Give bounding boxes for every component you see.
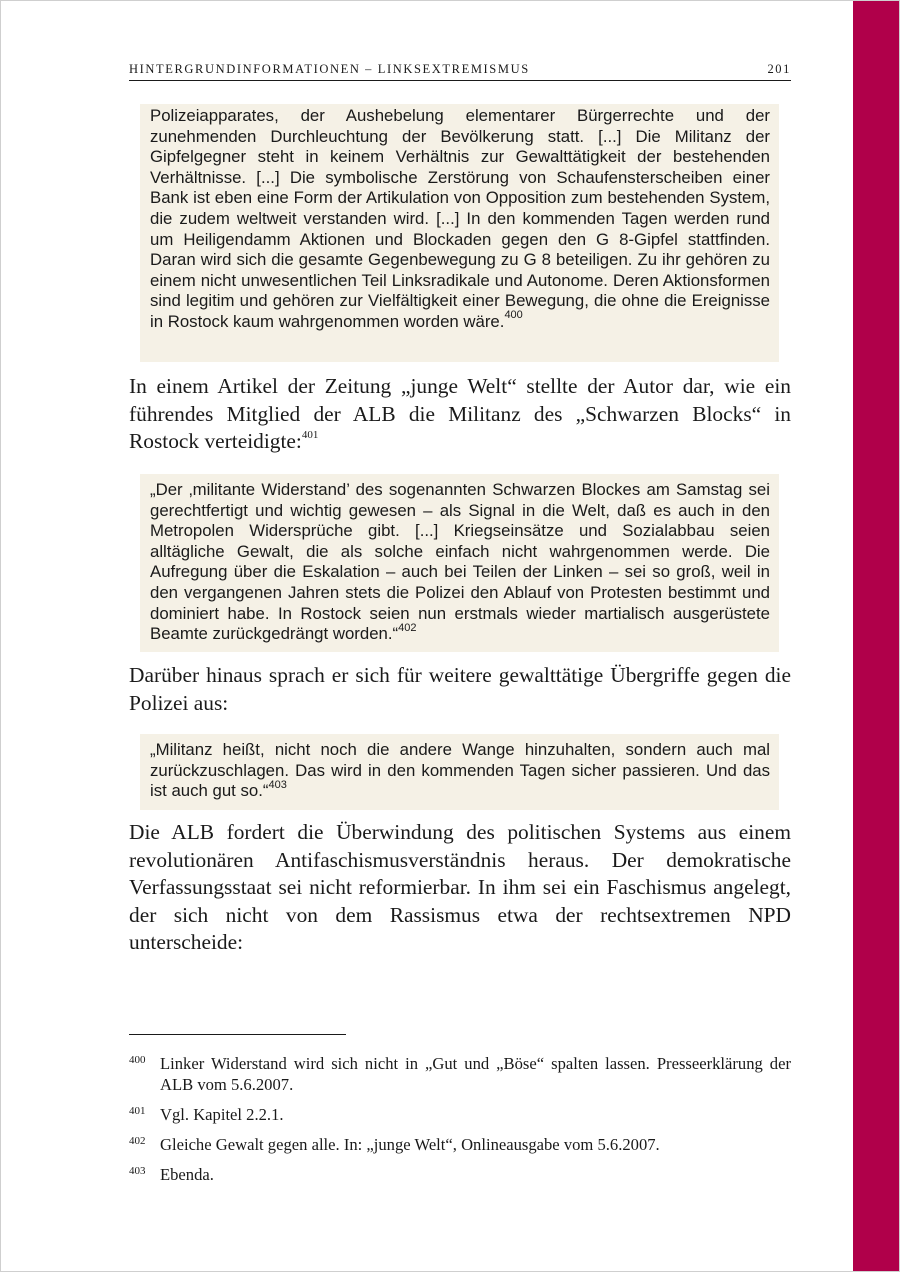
body-paragraph-2 (129, 662, 791, 717)
footnote-text: Linker Widerstand wird sich nicht in „Gut und „Böse“ spalten lassen. Presseerklärung der ALB vom 5.6.2007. (160, 1054, 791, 1094)
footnote-403 (129, 1164, 791, 1185)
page-number: 201 (767, 62, 791, 76)
running-title: HINTERGRUNDINFORMATIONEN – LINKSEXTREMISMUS (129, 62, 530, 76)
footnote-400 (129, 1053, 791, 1095)
footnote-separator (129, 1034, 346, 1035)
block-quote-2 (140, 474, 779, 652)
quote-3-text: „Militanz heißt, nicht noch die andere Wange hinzuhalten, sondern auch mal zurückzuschlagen. Das wird in den kommenden Tagen sicher passieren. Und das ist auch gut so.“ (150, 740, 770, 801)
body-paragraph-1 (129, 373, 791, 456)
paragraph-2-text: Darüber hinaus sprach er sich für weitere gewalttätige Übergriffe gegen die Polizei aus: (129, 663, 791, 715)
footnote-ref-403: 403 (268, 778, 287, 791)
side-accent-bar (853, 1, 899, 1271)
block-quote-3 (140, 734, 779, 810)
footnote-401 (129, 1104, 791, 1125)
block-quote-1 (140, 104, 779, 362)
running-header (129, 62, 791, 81)
quote-2-text: „Der ‚militante Widerstand’ des sogenannten Schwarzen Blockes am Samstag sei gerechtfertigt und wichtig gewesen – als Signal in die Welt, daß es auch in den Metropolen Widersprüche gibt. [...] Kriegseinsätze und Sozialabbau seien alltägliche Gewalt, die als solche einfach nicht wahrgenommen werde. Die Aufregung über die Eskalation – auch bei Teilen der Linken – sei so groß, weil in den vergangenen Jahren stets die Polizei den Ablauf von Protesten bestimmt und dominiert habe. In Rostock seien nun erstmals wieder martialisch ausgerüstete Beamte zurückgedrängt worden.“ (150, 480, 770, 644)
footnote-text: Vgl. Kapitel 2.2.1. (160, 1105, 284, 1124)
paragraph-3-text: Die ALB fordert die Überwindung des politischen Systems aus einem revolutionären Antifaschismusverständnis heraus. Der demokratische Verfassungsstaat sei nicht reformierbar. In ihm sei ein Faschismus angelegt, der sich nicht von dem Rassismus etwa der rechtsextremen NPD unterscheide: (129, 820, 791, 955)
footnote-text: Gleiche Gewalt gegen alle. In: „junge Welt“, Onlineausgabe vom 5.6.2007. (160, 1135, 660, 1154)
footnote-text: Ebenda. (160, 1165, 214, 1184)
body-paragraph-3 (129, 819, 791, 957)
footnote-ref-400: 400 (504, 309, 523, 322)
footnote-402 (129, 1134, 791, 1155)
footnote-number: 401 (129, 1105, 146, 1117)
footnote-number: 402 (129, 1135, 146, 1147)
footnote-ref-402: 402 (398, 621, 417, 634)
quote-1-text: Polizeiapparates, der Aushebelung elementarer Bürgerrechte und der zunehmenden Durchleuchtung der Bevölkerung statt. [...] Die Militanz der Gipfelgegner steht in keinem Verhältnis zur Gewalttätigkeit der bestehenden Verhältnisse. [...] Die symbolische Zerstörung von Schaufensterscheiben einer Bank ist eben eine Form der Artikulation von Opposition zum bestehenden System, die zudem weltweit verstanden wird. [...] In den kommenden Tagen werden rund um Heiligendamm Aktionen und Blockaden gegen den G 8-Gipfel stattfinden. Daran wird sich die gesamte Gegenbewegung zu G 8 beteiligen. Zu ihr gehören zu einem nicht unwesentlichen Teil Linksradikale und Autonome. Deren Aktionsformen sind legitim und gehören zur Vielfältigkeit einer Bewegung, die ohne die Ereignisse in Rostock kaum wahrgenommen worden wäre. (150, 106, 770, 331)
footnote-number: 403 (129, 1165, 146, 1177)
footnote-ref-401: 401 (301, 429, 319, 442)
footnote-number: 400 (129, 1054, 146, 1066)
paragraph-1-text: In einem Artikel der Zeitung „junge Welt“ stellte der Autor dar, wie ein führendes Mitglied der ALB die Militanz des „Schwarzen Blocks“ in Rostock verteidigte: (129, 374, 791, 454)
